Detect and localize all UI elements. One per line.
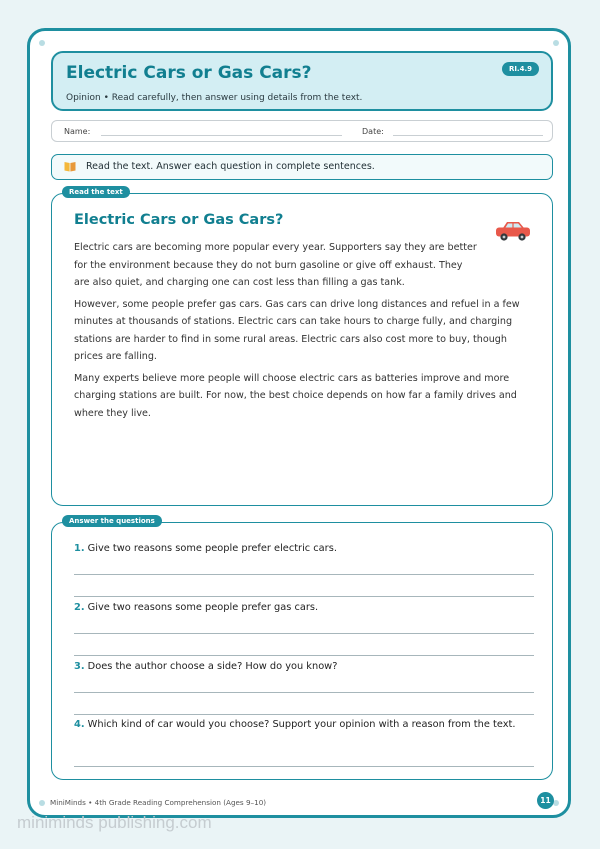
question-text: Does the author choose a side? How do you know? [87, 661, 338, 672]
name-label: Name: [64, 127, 91, 136]
answer-line[interactable] [74, 692, 534, 693]
question-text: Give two reasons some people prefer gas cars. [87, 602, 319, 613]
reading-panel [51, 188, 553, 506]
question-item [74, 541, 534, 557]
question-item [74, 717, 534, 733]
question-number: 4. [74, 719, 85, 730]
question-text: Which kind of car would you choose? Support your opinion with a reason from the text. [87, 719, 516, 730]
watermark: miniminds publishing.com [17, 813, 212, 832]
instructions-text: Read the text. Answer each question in complete sentences. [86, 161, 375, 172]
question-text: Give two reasons some people prefer electric cars. [87, 543, 337, 554]
reading-tab: Read the text [62, 186, 130, 198]
name-field[interactable] [101, 135, 342, 136]
passage-paragraph: However, some people prefer gas cars. Gas cars can drive long distances and refuel in a few minutes at thousands of stations. Electric cars can take hours to charge fully, and charging stations are harder to find in some rural areas. Electric cars also cost more to buy, though prices are falling. [74, 298, 520, 362]
date-label: Date: [362, 127, 384, 136]
footer-text: MiniMinds • 4th Grade Reading Comprehension (Ages 9–10) [50, 798, 267, 807]
answer-line[interactable] [74, 714, 534, 715]
page-title: Electric Cars or Gas Cars? [66, 63, 312, 83]
date-field[interactable] [393, 135, 543, 136]
corner-dot [39, 800, 45, 806]
name-date-row [51, 120, 553, 142]
book-icon [64, 161, 76, 172]
instructions-box [51, 154, 553, 180]
worksheet-page [27, 28, 571, 818]
question-item [74, 600, 534, 616]
corner-dot [39, 40, 45, 46]
question-number: 2. [74, 602, 85, 613]
answer-line[interactable] [74, 596, 534, 597]
passage-paragraph: Many experts believe more people will choose electric cars as batteries improve and more charging stations are built. For now, the best choice depends on how far a family drives and where they live. [74, 372, 517, 419]
reading-passage [74, 239, 526, 426]
question-number: 3. [74, 661, 85, 672]
reading-title: Electric Cars or Gas Cars? [74, 212, 284, 228]
passage-paragraph: Electric cars are becoming more popular every year. Supporters say they are better for the environment because they do not burn gasoline or give off exhaust. They are also quiet, and charging one can cost less than filling a gas tank. [74, 242, 477, 288]
question-number: 1. [74, 543, 85, 554]
corner-dot [553, 40, 559, 46]
page-subtitle: Opinion • Read carefully, then answer using details from the text. [66, 93, 363, 103]
answer-line[interactable] [74, 655, 534, 656]
question-item [74, 659, 534, 675]
answer-line[interactable] [74, 766, 534, 767]
title-banner [51, 51, 553, 111]
answer-line[interactable] [74, 633, 534, 634]
questions-tab: Answer the questions [62, 515, 162, 527]
questions-panel [51, 517, 553, 780]
standard-badge: RI.4.9 [502, 62, 539, 76]
answer-line[interactable] [74, 574, 534, 575]
page-number: 11 [537, 792, 554, 809]
